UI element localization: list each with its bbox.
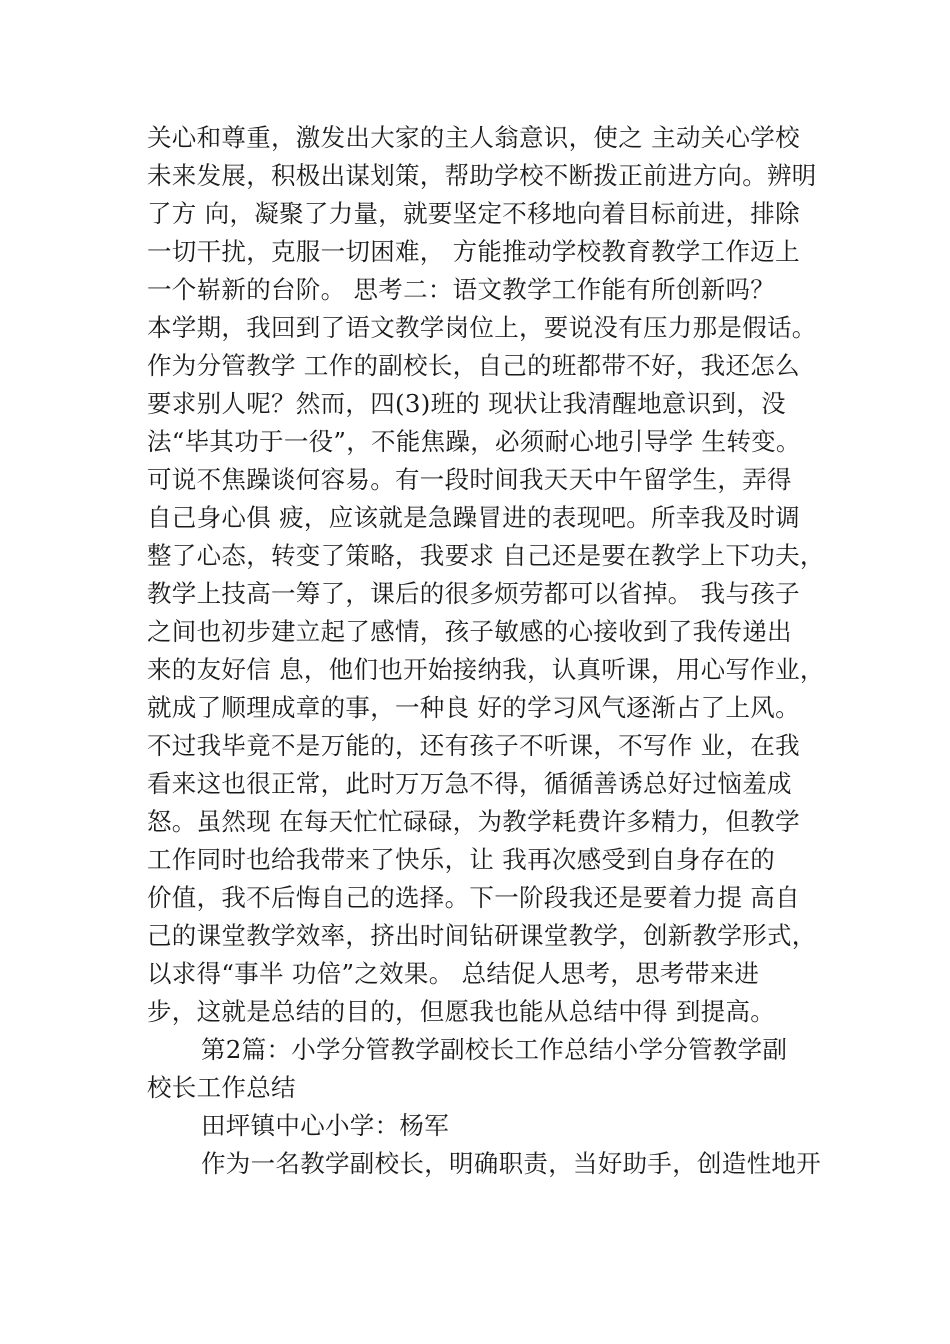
body-line: 工作同时也给我带来了快乐，让 我再次感受到自身存在的 [147,845,776,874]
body-line: 法“毕其功于一役”，不能焦躁，必须耐心地引导学 生转变。 [147,427,801,456]
body-line: 本学期，我回到了语文教学岗位上，要说没有压力那是假话。 [147,313,817,342]
body-line: 了方 向，凝聚了力量，就要坚定不移地向着目标前进，排除 [147,199,800,228]
body-line: 步，这就是总结的目的，但愿我也能从总结中得 到提高。 [147,997,776,1026]
body-line: 不过我毕竟不是万能的，还有孩子不听课，不写作 业，在我 [147,731,800,760]
body-line: 看来这也很正常，此时万万急不得，循循善诱总好过恼羞成 [147,769,792,798]
body-line: 自己身心俱 疲，应该就是急躁冒进的表现吧。所幸我及时调 [147,503,800,532]
body-line: 就成了顺理成章的事，一种良 好的学习风气逐渐占了上风。 [147,693,800,722]
body-line: 来的友好信 息，他们也开始接纳我，认真听课，用心写作业， [147,655,825,684]
body-line: 一个崭新的台阶。 思考二：语文教学工作能有所创新吗？ [147,275,776,304]
body-line: 未来发展，积极出谋划策，帮助学校不断拨正前进方向。辨明 [147,161,817,190]
body-line: 要求别人呢？然而，四(3)班的 现状让我清醒地意识到，没 [147,389,786,418]
body-line: 整了心态，转变了策略，我要求 自己还是要在教学上下功夫， [147,541,825,570]
body-line: 之间也初步建立起了感情，孩子敏感的心接收到了我传递出 [147,617,792,646]
author-line: 田坪镇中心小学：杨军 [201,1111,449,1140]
body-line: 教学上技高一筹了，课后的很多烦劳都可以省掉。 我与孩子 [147,579,800,608]
body-line: 怒。虽然现 在每天忙忙碌碌，为教学耗费许多精力，但教学 [147,807,800,836]
body-line: 己的课堂教学效率，挤出时间钻研课堂教学，创新教学形式， [147,921,817,950]
body-line: 以求得“事半 功倍”之效果。 总结促人思考，思考带来进 [147,959,760,988]
body-line: 关心和尊重，激发出大家的主人翁意识，使之 主动关心学校 [147,123,800,152]
section-heading-continued: 校长工作总结 [147,1073,296,1102]
body-line: 价值，我不后悔自己的选择。下一阶段我还是要着力提 高自 [147,883,800,912]
document-body [147,119,825,1183]
paragraph-opening: 作为一名教学副校长，明确职责，当好助手，创造性地开 [201,1149,821,1178]
section-heading: 第2篇：小学分管教学副校长工作总结小学分管教学副 [201,1035,788,1064]
body-line: 可说不焦躁谈何容易。有一段时间我天天中午留学生，弄得 [147,465,792,494]
body-line: 作为分管教学 工作的副校长，自己的班都带不好，我还怎么 [147,351,800,380]
body-line: 一切干扰，克服一切困难， 方能推动学校教育教学工作迈上 [147,237,800,266]
